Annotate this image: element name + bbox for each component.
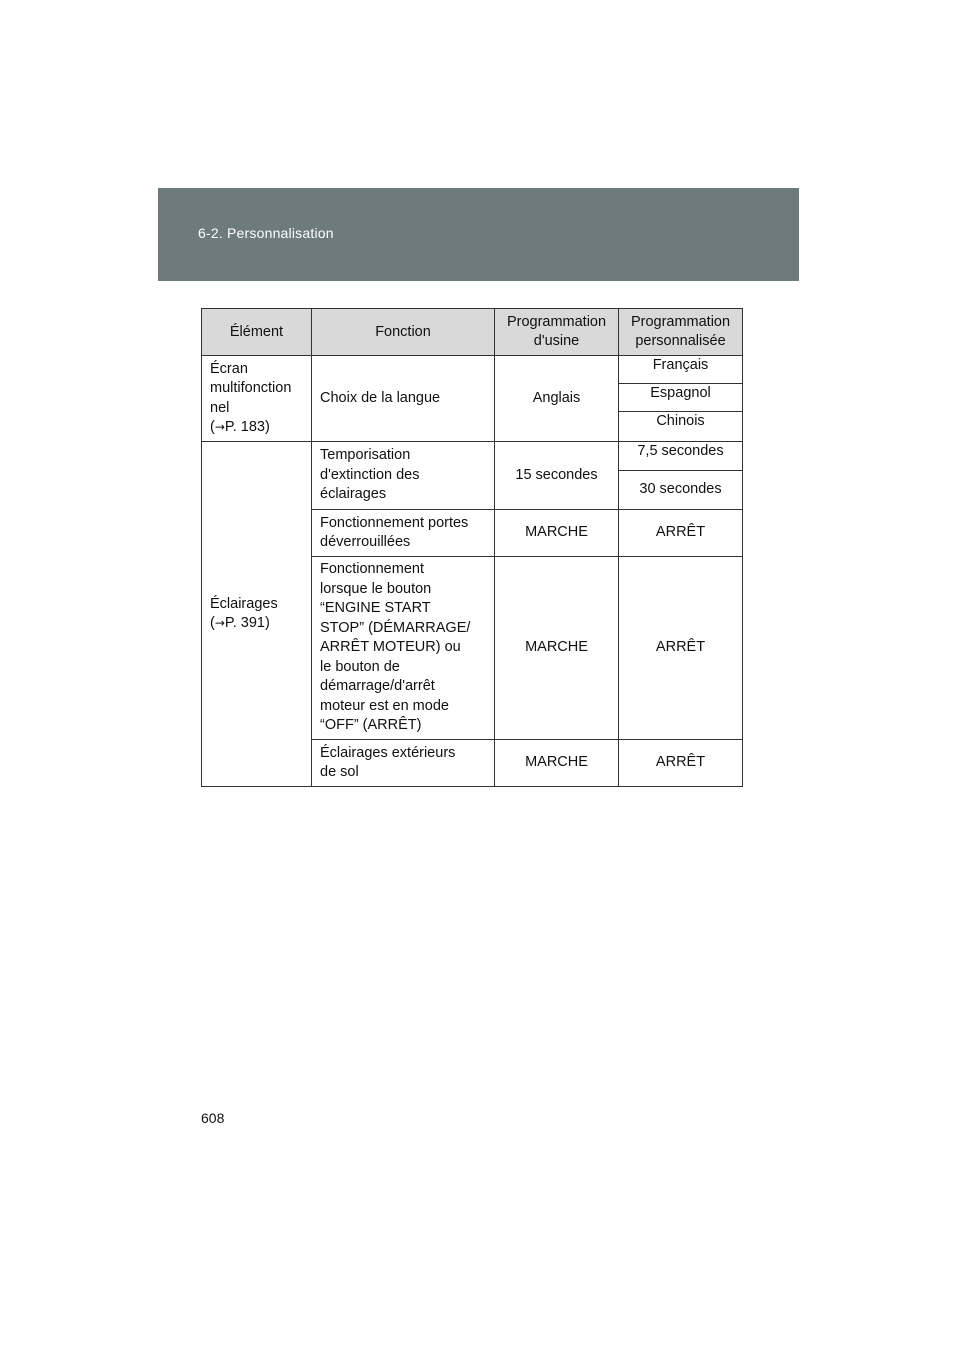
table-row bbox=[202, 442, 743, 471]
factory-language: Anglais bbox=[495, 356, 619, 442]
function-unlocked-doors: Fonctionnement portes déverrouillées bbox=[312, 510, 495, 557]
option-french: Français bbox=[619, 356, 743, 384]
customization-table bbox=[201, 308, 743, 787]
table-row bbox=[202, 356, 743, 384]
factory-light-timer: 15 secondes bbox=[495, 442, 619, 510]
header-custom: Programmation personnalisée bbox=[619, 309, 743, 356]
header-factory: Programmation d'usine bbox=[495, 309, 619, 356]
option-spanish: Espagnol bbox=[619, 384, 743, 412]
factory-ground-lights: MARCHE bbox=[495, 740, 619, 787]
item-lights: Éclairages (→P. 391) bbox=[202, 442, 312, 787]
arrow-icon: → bbox=[214, 616, 225, 630]
section-title: 6-2. Personnalisation bbox=[198, 225, 334, 241]
function-engine-off: Fonctionnement lorsque le bouton “ENGINE START STOP” (DÉMARRAGE/ ARRÊT MOTEUR) ou le bouton de démarrage/d'arrêt moteur est en mode “OFF” (ARRÊT) bbox=[312, 557, 495, 740]
section-header-band bbox=[158, 188, 799, 281]
option-30-seconds: 30 secondes bbox=[619, 471, 743, 510]
custom-ground-lights: ARRÊT bbox=[619, 740, 743, 787]
page-ref: P. 183 bbox=[224, 419, 265, 435]
option-7-5-seconds: 7,5 secondes bbox=[619, 442, 743, 471]
custom-engine-off: ARRÊT bbox=[619, 557, 743, 740]
arrow-icon: → bbox=[214, 420, 225, 434]
option-chinese: Chinois bbox=[619, 412, 743, 442]
page-ref: P. 391 bbox=[224, 615, 265, 631]
factory-engine-off: MARCHE bbox=[495, 557, 619, 740]
page-number: 608 bbox=[201, 1110, 225, 1126]
header-function: Fonction bbox=[312, 309, 495, 356]
function-ground-lights: Éclairages extérieurs de sol bbox=[312, 740, 495, 787]
table-header-row bbox=[202, 309, 743, 356]
custom-unlocked-doors: ARRÊT bbox=[619, 510, 743, 557]
factory-unlocked-doors: MARCHE bbox=[495, 510, 619, 557]
function-language: Choix de la langue bbox=[312, 356, 495, 442]
function-light-timer: Temporisation d'extinction des éclairages bbox=[312, 442, 495, 510]
item-screen: Écran multifonction nel (→P. 183) bbox=[202, 356, 312, 442]
header-item: Élément bbox=[202, 309, 312, 356]
